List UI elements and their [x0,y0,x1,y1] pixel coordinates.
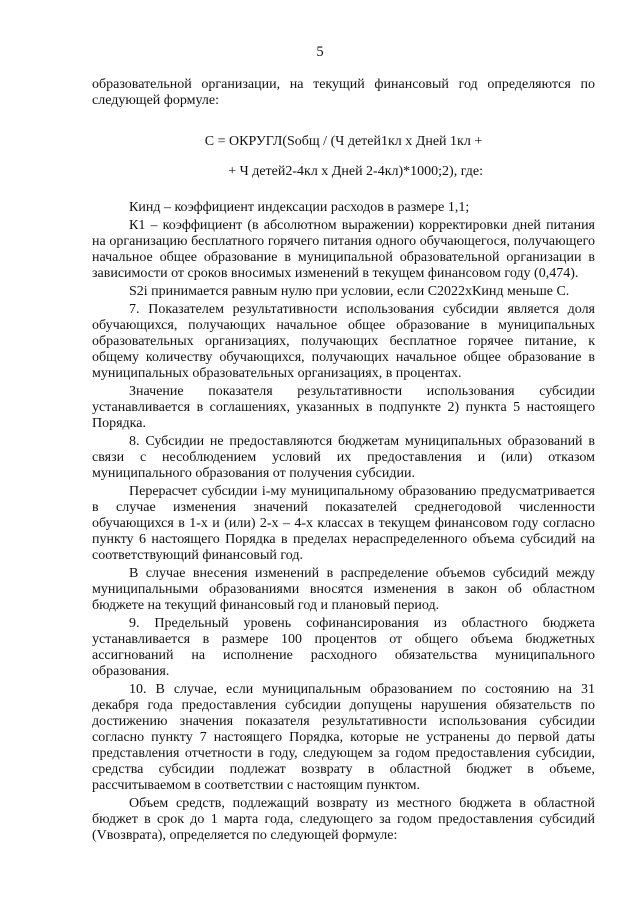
paragraph-10: 10. В случае, если муниципальным образованием по состоянию на 31 декабря года предоставления субсидии допущены нарушения обязательств по достижению значения показателя результативности использования субсидии согласно пункту 7 настоящего Порядка, которые не устранены до первой даты представления отчетности в году, следующем за годом предоставления субсидии, средства субсидии подлежат возврату в областной бюджет в объеме, рассчитываемом в соответствии с настоящим пунктом. [92,682,595,793]
paragraph-indicator-value: Значение показателя результативности использования субсидии устанавливается в соглашениях, указанных в подпункте 2) пункта 5 настоящего Порядка. [92,384,595,431]
formula-line-2: + Ч детей2-4кл х Дней 2-4кл)*1000;2), где: [228,164,483,179]
definition-k1: К1 – коэффициент (в абсолютном выражении) корректировки дней питания на организацию бесплатного горячего питания одного обучающегося, получающего начальное общее образование в муниципальной образовательной организации в зависимости от сроков вносимых изменений в текущем финансовом году (0,474). [92,218,595,281]
paragraph-7: 7. Показателем результативности использования субсидии является доля обучающихся, получающих начальное общее образование в муниципальных образовательных организациях, получающих бесплатное горячее питание, к общему количеству обучающихся, получающих начальное общее образование в муниципальных образовательных организациях, в процентах. [92,302,595,381]
paragraph-9: 9. Предельный уровень софинансирования из областного бюджета устанавливается в размере 100 процентов от общего объема бюджетных ассигнований на исполнение расходного обязательства муниципального образования. [92,616,595,679]
paragraph-refund-volume: Объем средств, подлежащий возврату из местного бюджета в областной бюджет в срок до 1 марта года, следующего за годом предоставления субсидий (Vвозврата), определяется по следующей формуле: [92,796,595,843]
document-body [92,77,595,844]
page-number: 5 [316,44,324,60]
paragraph-8: 8. Субсидии не предоставляются бюджетам муниципальных образований в связи с несоблюдением условий их предоставления и (или) отказом муниципального образования от получения субсидии. [92,434,595,481]
formula-line-1: С = ОКРУГЛ(Sобщ / (Ч детей1кл х Дней 1кл + [204,134,483,149]
paragraph-changes: В случае внесения изменений в распределение объемов субсидий между муниципальными образованиями вносятся изменения в закон об областном бюджете на текущий финансовый год и плановый период. [92,566,595,613]
paragraph-recalculation: Перерасчет субсидии i-му муниципальному образованию предусматривается в случае изменения значений показателей среднегодовой численности обучающихся в 1-х и (или) 2-х – 4-х классах в текущем финансовом году согласно пункту 6 настоящего Порядка в пределах нераспределенного объема субсидий на соответствующий финансовый год. [92,484,595,563]
definition-s2i: S2i принимается равным нулю при условии, если С2022хКинд меньше С. [129,284,570,299]
definition-kind: Кинд – коэффициент индексации расходов в размере 1,1; [129,200,470,215]
intro-paragraph: образовательной организации, на текущий финансовый год определяются по следующей формуле: [92,77,595,108]
